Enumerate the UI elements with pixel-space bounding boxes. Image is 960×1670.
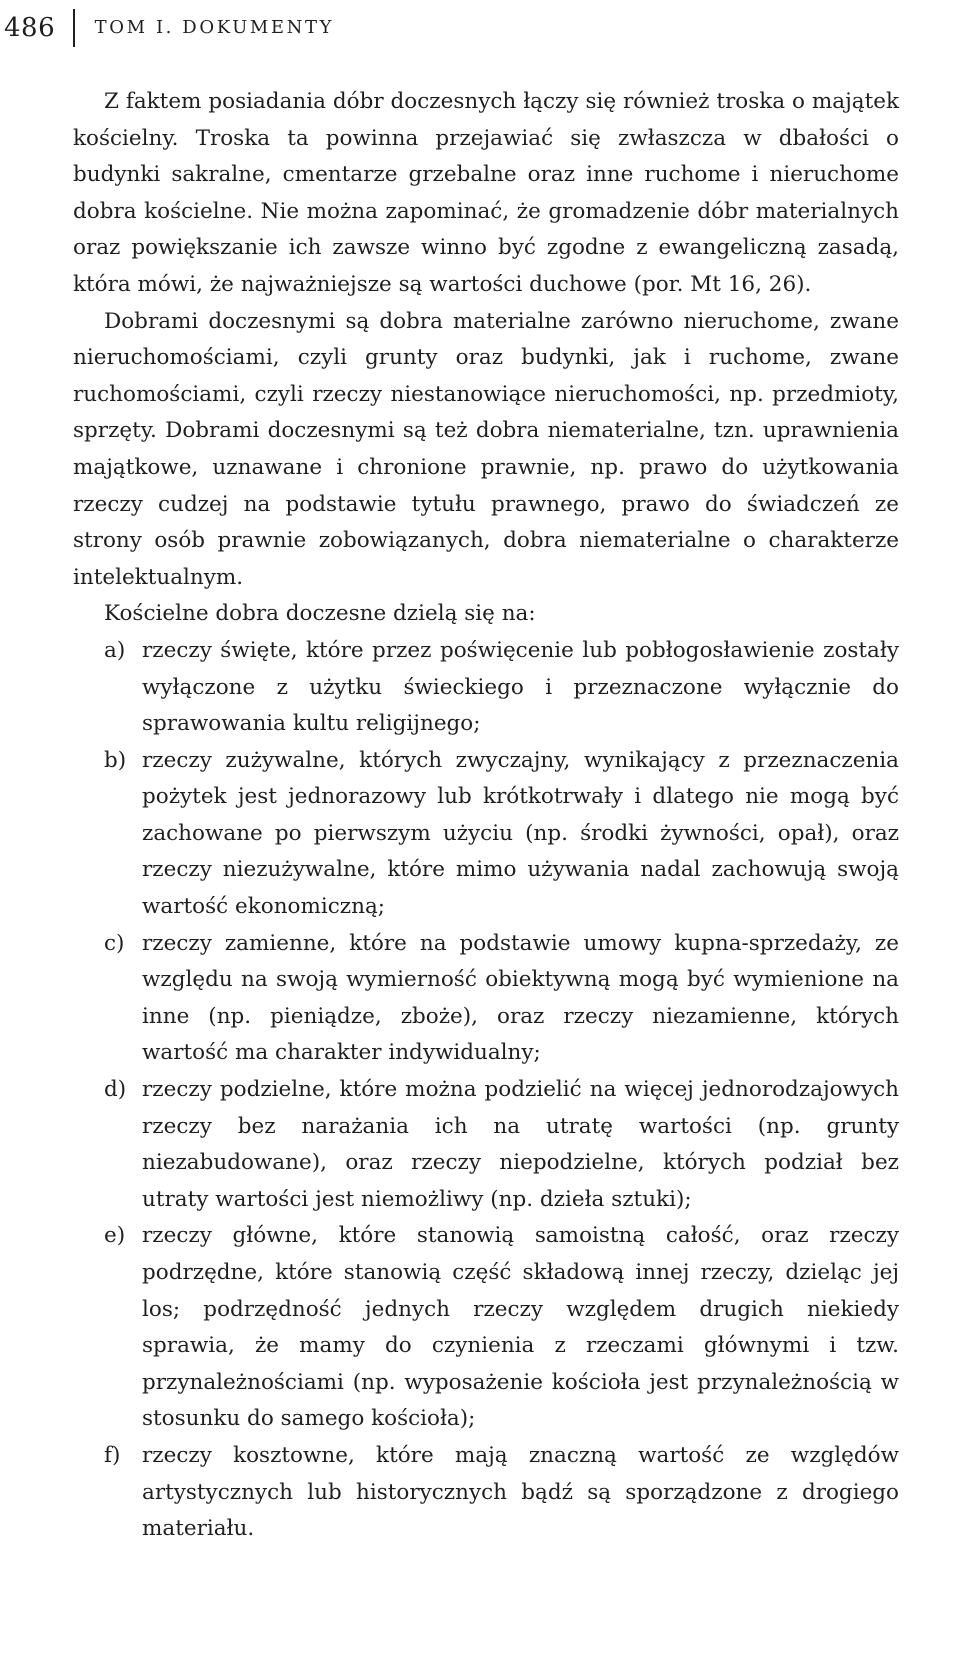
list-marker: e) (104, 1223, 126, 1249)
list-item-text: rzeczy zamienne, które na podstawie umowy kupna-sprzedaży, ze względu na swoją wymierność obiektywną mogą być wymienione na inne (np. pieniądze, zboże), oraz rzeczy niezamienne, których wartość ma charakter indywidualny; (142, 930, 899, 1066)
list-item-text: rzeczy główne, które stanowią samoistną całość, oraz rzeczy podrzędne, które stanowią część składową innej rzeczy, dzieląc jej los; podrzędność jednych rzeczy względem drugich niekiedy sprawia, że mamy do czynienia z rzeczami głównymi i tzw. przynależnościami (np. wyposażenie kościoła jest przynależnością w stosunku do samego kościoła); (142, 1223, 899, 1432)
list-marker: d) (104, 1077, 127, 1103)
list-item (73, 743, 899, 926)
classification-list (73, 633, 899, 1548)
list-intro: Kościelne dobra doczesne dzielą się na: (104, 601, 536, 627)
paragraph: Z faktem posiadania dóbr doczesnych łączy się również troska o majątek kościelny. Troska ta powinna przejawiać się zwłaszcza w dbałości o budynki sakralne, cmentarze grzebalne oraz inne ruchome i nieruchome dobra kościelne. Nie można zapominać, że gromadzenie dóbr materialnych oraz powiększanie ich zawsze winno być zgodne z ewangeliczną zasadą, która mówi, że najważniejsze są wartości duchowe (por. Mt 16, 26). (73, 89, 899, 297)
list-item-text: rzeczy podzielne, które można podzielić na więcej jednorodzajowych rzeczy bez narażania ich na utratę wartości (np. grunty niezabudowane), oraz rzeczy niepodzielne, których podział bez utraty wartości jest niemożliwy (np. dzieła sztuki); (142, 1077, 899, 1212)
page-body (73, 84, 899, 1548)
paragraph: Dobrami doczesnymi są dobra materialne zarówno nieruchome, zwane nieruchomościami, czyli grunty oraz budynki, jak i ruchome, zwane ruchomościami, czyli rzeczy niestanowiące nieruchomości, np. przedmioty, sprzęty. Dobrami doczesnymi są też dobra niematerialne, tzn. uprawnienia majątkowe, uznawane i chronione prawnie, np. prawo do użytkowania rzeczy cudzej na podstawie tytułu prawnego, prawo do świadczeń ze strony osób prawnie zobowiązanych, dobra niematerialne o charakterze intelektualnym. (73, 308, 899, 590)
list-item (73, 926, 899, 1072)
list-item-text: rzeczy święte, które przez poświęcenie lub pobłogosławienie zostały wyłączone z użytku świeckiego i przeznaczone wyłącznie do sprawowania kultu religijnego; (142, 637, 899, 737)
list-item (73, 1072, 899, 1218)
list-marker: c) (104, 930, 125, 956)
list-marker: b) (104, 747, 127, 773)
list-item (73, 1438, 899, 1548)
list-marker: f) (104, 1442, 121, 1468)
list-marker: a) (104, 637, 126, 663)
header-divider (73, 9, 75, 47)
page-number: 486 (4, 13, 56, 43)
list-item (73, 633, 899, 743)
list-item-text: rzeczy zużywalne, których zwyczajny, wynikający z przeznaczenia pożytek jest jednorazowy lub krótkotrwały i dlatego nie mogą być zachowane po pierwszym użyciu (np. środki żywności, opał), oraz rzeczy niezużywalne, które mimo używania nadal zachowują swoją wartość ekonomiczną; (142, 747, 899, 920)
running-head: TOM I. DOKUMENTY (94, 17, 335, 38)
list-item (73, 1218, 899, 1438)
list-item-text: rzeczy kosztowne, które mają znaczną wartość ze względów artystycznych lub historycznych bądź są sporządzone z drogiego materiału. (142, 1442, 899, 1542)
page-header (4, 8, 920, 48)
